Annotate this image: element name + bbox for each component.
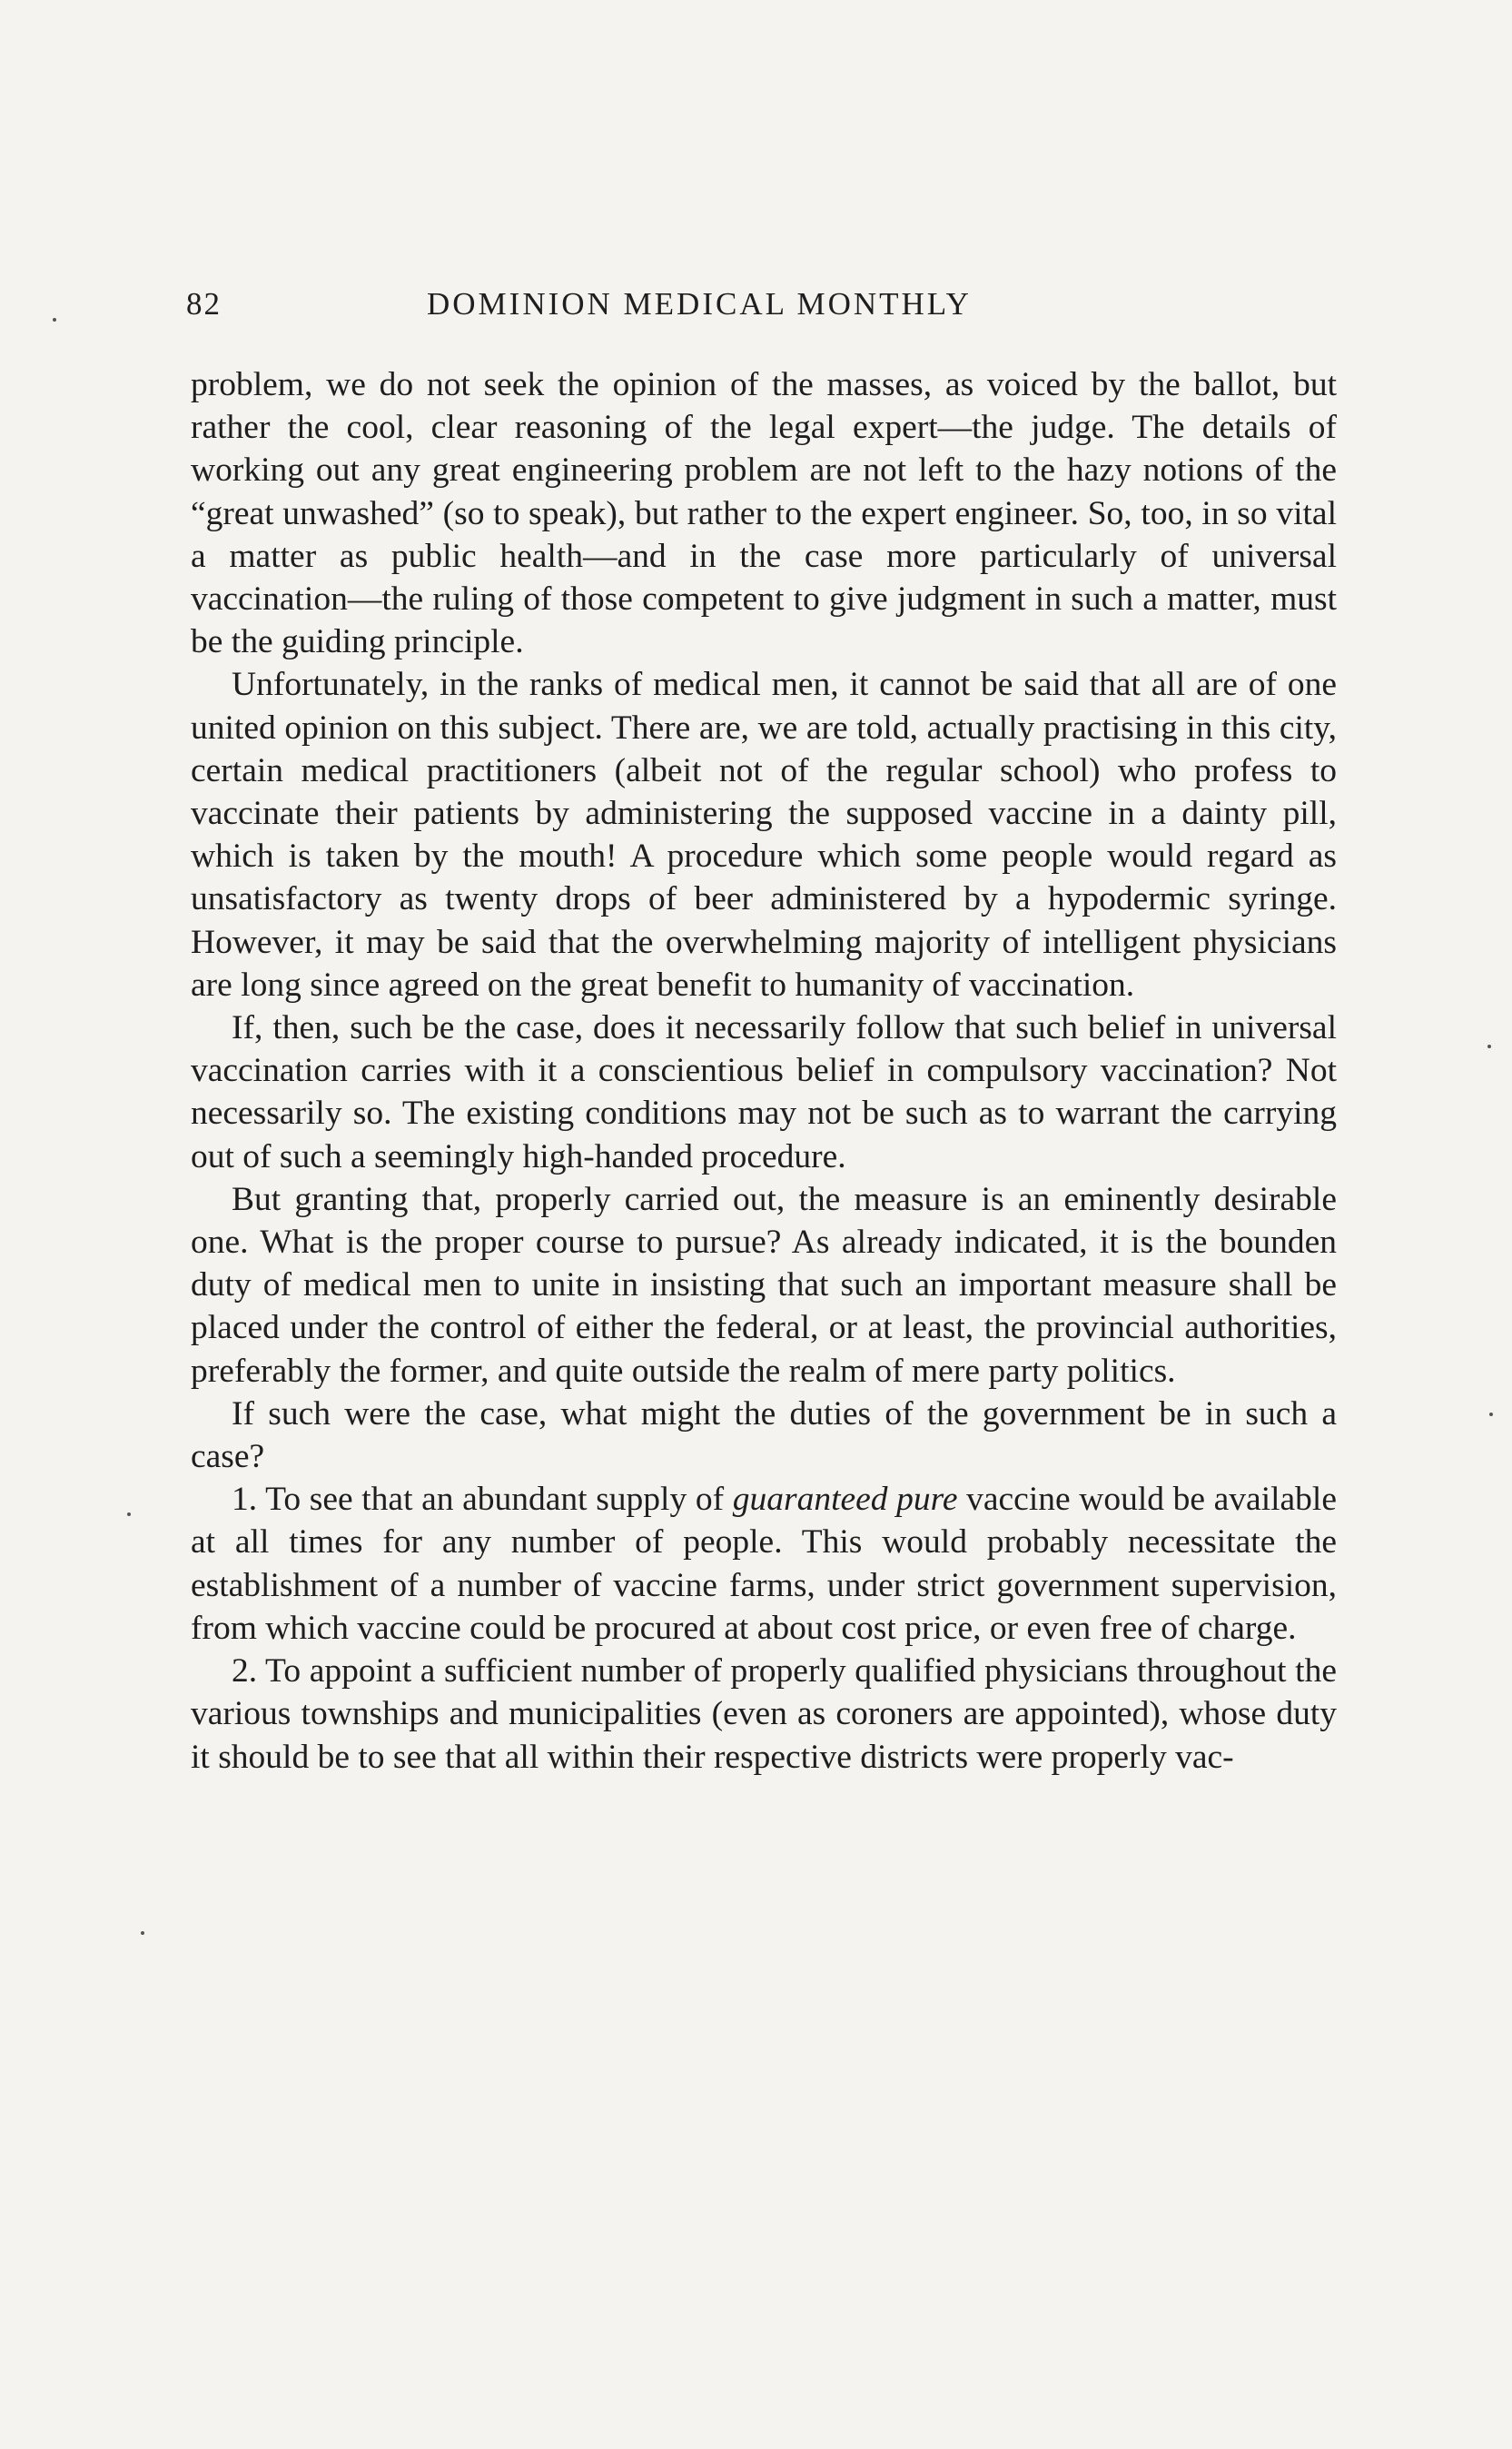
- scan-speck: [53, 318, 56, 322]
- list-item-text: vaccine would be available at all times for any number of people. This would probably necessitate the establishment of a number of vaccine farms, under strict government supervision, from which vaccine could be procured at about cost price, or even free of charge.: [191, 1481, 1337, 1647]
- emphasis-text: guaranteed pure: [732, 1481, 958, 1519]
- scan-speck: [141, 1931, 144, 1935]
- paragraph-government-duties: If such were the case, what might the duties of the government be in such a case?: [191, 1394, 1337, 1476]
- list-item-vaccine-supply: [191, 1478, 1337, 1650]
- journal-title: DOMINION MEDICAL MONTHLY: [427, 286, 972, 322]
- scan-speck: [127, 1512, 131, 1516]
- scan-speck: [1489, 1413, 1493, 1416]
- paragraph-continuation: problem, we do not seek the opinion of the masses, as voiced by the ballot, but rather the cool, clear reasoning of the legal expert—the judge. The details of working out any great engineering problem are not left to the hazy notions of the “great unwashed” (so to speak), but rather to the expert engineer. So, too, in so vital a matter as public health—and in the case more particularly of universal vaccination—the ruling of those competent to give judgment in such a matter, must be the guiding principle.: [191, 366, 1337, 661]
- article-body: [191, 363, 1337, 1779]
- paragraph-proper-course: But granting that, properly carried out, the measure is an eminently desirable one. What is the proper course to pursue? As already indicated, it is the bounden duty of medical men to unite in insisting that such an important measure shall be placed under the control of either the federal, or at least, the provincial authorities, preferably the former, and quite outside the realm of mere party politics.: [191, 1180, 1337, 1390]
- paragraph-compulsory-question: If, then, such be the case, does it necessarily follow that such belief in universal vaccination carries with it a conscientious belief in compulsory vaccination? Not necessarily so. The existing conditions may not be such as to warrant the carrying out of such a seemingly high-handed procedure.: [191, 1009, 1337, 1175]
- paragraph-medical-opinion: Unfortunately, in the ranks of medical men, it cannot be said that all are of one united opinion on this subject. There are, we are told, actually practising in this city, certain medical practitioners (albeit not of the regular school) who profess to vaccinate their patients by administering the supposed vaccine in a dainty pill, which is taken by the mouth! A procedure which some people would regard as unsatisfactory as twenty drops of beer administered by a hypodermic syringe. However, it may be said that the overwhelming majority of intelligent physicians are long since agreed on the great benefit to humanity of vaccination.: [191, 666, 1337, 1004]
- page-number: 82: [186, 286, 222, 322]
- running-head: [186, 286, 1330, 332]
- list-item-physicians: 2. To appoint a sufficient number of properly qualified physicians throughout the various townships and municipalities (even as coroners are appointed), whose duty it should be to see that all within their respective districts were properly vac-: [191, 1652, 1337, 1776]
- scan-speck: [1487, 1045, 1491, 1048]
- list-item-text: 1. To see that an abundant supply of: [232, 1481, 733, 1519]
